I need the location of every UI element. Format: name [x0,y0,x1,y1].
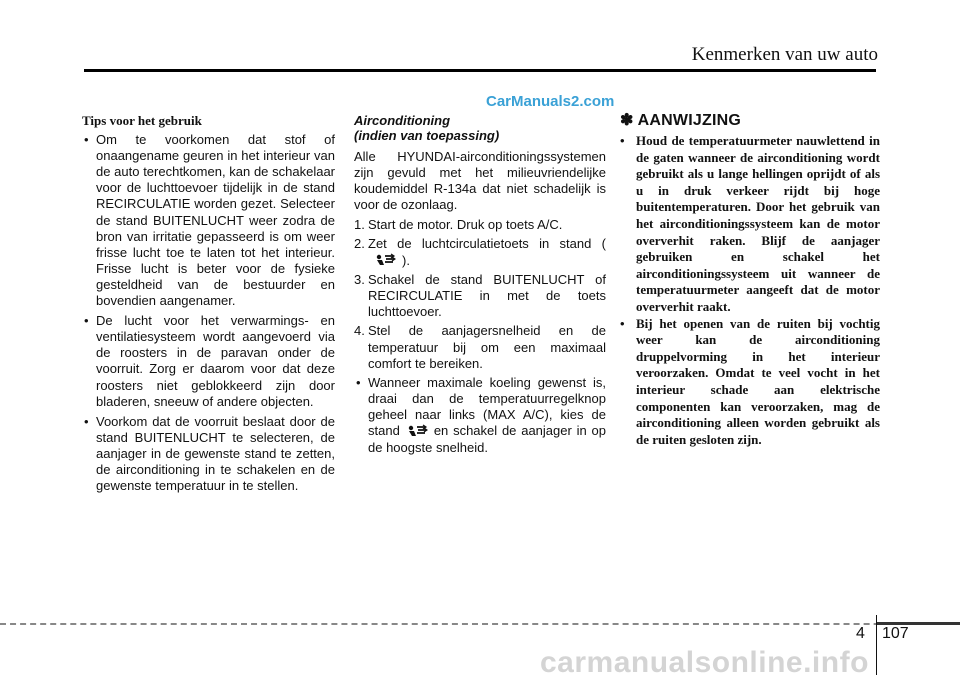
step-text: Stel de aanjagersnelheid en de temperatuur bij om een maximaal comfort te bereiken. [368,323,606,371]
list-item-text: Om te voorkomen dat stof of onaangename geuren in het interieur van de auto terechtkomen, kan de schakelaar voor de luchttoevoer tijdelijk in de stand RECIRCULATIE worden gezet. Selecteer de stand BUITENLUCHT weer zodra de bron van irritatie gepasseerd is om weer frisse lucht toe te laten tot het interieur. Frisse lucht is beter voor de fysieke gesteldheid van de bestuurder en bovendien aangenamer. [96,132,335,309]
section-heading-airconditioning [354,113,606,143]
bullet-mark: • [84,313,89,329]
step-number: 3. [354,272,365,288]
heading-line-1: Airconditioning [354,113,451,128]
note-text: Houd de temperatuurmeter nauwlettend in de gaten wanneer de airconditioning wordt gebruikt als u lange hellingen oprijdt of als u in druk verkeer rijdt bij hoge buitentemperaturen. Door het gebruik van het airconditioningssysteem kan de motor oververhit raken. Blijf de aanjager gebruiken en schakel het airconditioningssysteem uit wanneer de temperatuurmeter aangeeft dat de motor oververhit raakt. [636,133,880,315]
page-number: 107 [882,625,909,642]
steps-list [354,217,606,371]
step-text: Start de motor. Druk op toets A/C. [368,217,563,233]
footer-rule [0,623,960,625]
bullet-mark: • [356,374,361,390]
tips-list [82,132,335,494]
column-tips [82,113,335,498]
cooling-text-after: en schakel de aanjager in op de hoogste snelheid. [368,422,606,455]
step-item [354,236,606,269]
airflow-face-icon [374,253,396,269]
list-item [82,313,335,410]
list-item [354,375,606,456]
list-item [82,414,335,494]
heading-line-2: (indien van toepassing) [354,128,500,143]
column-airconditioning [354,113,606,460]
list-item [620,316,880,449]
section-heading-tips: Tips voor het gebruik [82,113,202,128]
column-note [620,113,880,448]
page-header-title: Kenmerken van uw auto [691,44,878,65]
header-rule [84,69,876,72]
airflow-face-icon [406,424,428,440]
note-star-icon: ✽ [620,112,634,129]
bullet-mark: • [84,413,89,429]
note-heading-text: AANWIJZING [637,112,741,129]
step-item [354,272,606,320]
step-text: Schakel de stand BUITENLUCHT of RECIRCULATIE in met de toets luchttoevoer. [368,272,606,320]
list-item-text: De lucht voor het verwarmings- en ventilatiesysteem wordt aangevoerd via de roosters in de paravan onder de voorruit. Zorg er daarom voor dat deze roosters niet geblokkeerd zijn door bladeren, sneeuw of andere objecten. [96,313,335,409]
step-number: 4. [354,323,365,339]
page-divider-line [876,615,877,675]
step-text-before: Zet de luchtcirculatietoets in stand ( [368,236,606,252]
bullet-mark: • [620,315,625,331]
step-text-after: ). [402,252,410,268]
bullet-mark: • [620,133,625,149]
cooling-text-before: Wanneer maximale koeling gewenst is, draai dan de temperatuurregelknop geheel naar links (MAX A/C), kies de stand [368,374,606,438]
intro-paragraph: Alle HYUNDAI-airconditioningssystemen zijn gevuld met het milieuvriendelijke koudemiddel R-134a dat niet schadelijk is voor de ozonlaag. [354,149,606,213]
bullet-mark: • [84,132,89,148]
step-number: 2. [354,236,365,252]
note-list [620,133,880,448]
list-item [82,132,335,309]
step-number: 1. [354,217,365,233]
list-item [620,133,880,316]
step-item [354,323,606,371]
list-item-text: Voorkom dat de voorruit beslaat door de stand BUITENLUCHT te selecteren, de aanjager in de gewenste stand te zetten, de airconditioning in te schakelen en de gewenste temperatuur in te stellen. [96,413,335,494]
step-item [354,217,606,233]
watermark-top[interactable]: CarManuals2.com [486,93,615,110]
cooling-list [354,375,606,456]
note-text: Bij het openen van de ruiten bij vochtig weer kan de airconditioning druppelvorming in het interieur veroorzaken. Omdat te veel vocht in het interieur schade aan elektrische componenten kan veroorzaken, mag de airconditioning alleen worden gebruikt als de ruiten gesloten zijn. [636,315,880,447]
chapter-number: 4 [856,625,865,642]
note-heading [620,113,880,129]
watermark-bottom[interactable]: carmanualsonline.info [540,646,869,679]
